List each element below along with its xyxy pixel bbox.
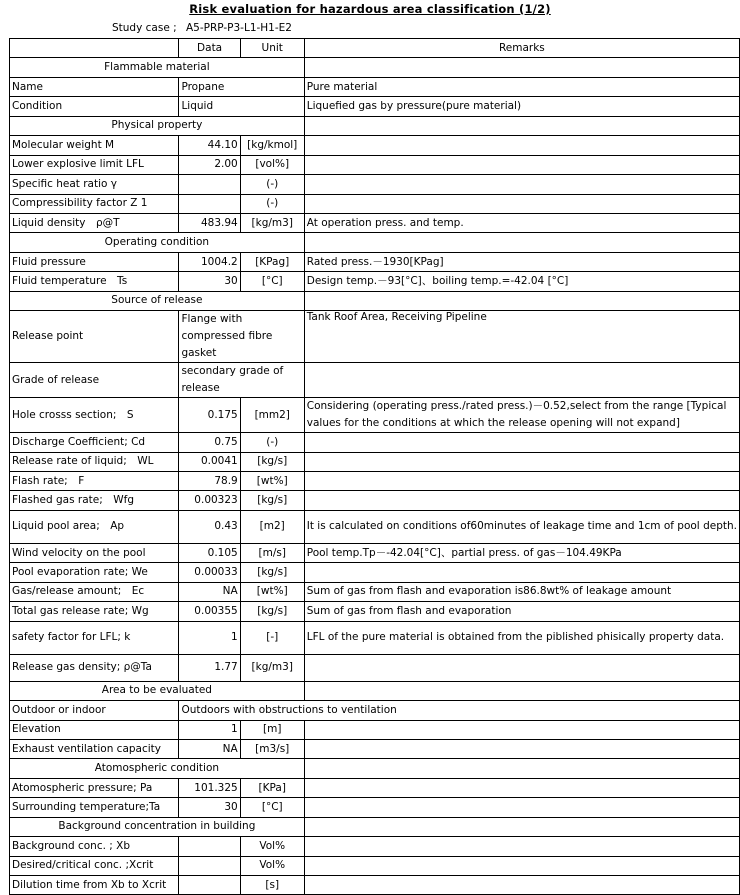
table-row [10,582,740,601]
row-remark [304,837,739,856]
study-case-value: A5-PRP-P3-L1-H1-E2 [186,22,292,34]
row-label: Name [10,77,179,96]
section-remark [304,116,739,135]
row-unit: [kg/s] [240,563,304,582]
row-unit: (-) [240,433,304,452]
section-area: Area to be evaluated [10,681,305,700]
row-data: 0.00323 [179,491,240,510]
row-remark [304,876,739,895]
row-remark: It is calculated on conditions of60minutes of leakage time and 1cm of pool depth. [304,510,739,543]
row-remark [304,363,739,398]
row-remark: At operation press. and temp. [304,213,739,232]
row-label: Release gas density; ρ@Ta [10,654,179,681]
row-unit: Vol% [240,856,304,875]
row-data: 0.75 [179,433,240,452]
row-data: Propane [179,77,304,96]
table-row [10,213,740,232]
row-unit: [m] [240,720,304,739]
table-row [10,778,740,797]
section-operating: Operating condition [10,233,305,252]
section-remark [304,58,739,77]
row-data: 1.77 [179,654,240,681]
table-row [10,77,740,96]
row-data: 1 [179,621,240,654]
row-remark [304,654,739,681]
section-row [10,58,740,77]
row-label: Compressibility factor Z 1 [10,194,179,213]
row-data: 44.10 [179,136,240,155]
row-data: 0.00033 [179,563,240,582]
section-row [10,817,740,836]
row-label: Atomospheric pressure; Pa [10,778,179,797]
row-remark: Tank Roof Area, Receiving Pipeline [304,311,739,363]
table-row [10,602,740,621]
table-row [10,398,740,433]
row-data: 0.43 [179,510,240,543]
section-atmos: Atomospheric condition [10,759,305,778]
section-physical: Physical property [10,116,305,135]
row-label: Discharge Coefficient; Cd [10,433,179,452]
table-row [10,252,740,271]
row-remark [304,778,739,797]
row-remark [304,563,739,582]
row-label: Total gas release rate; Wg [10,602,179,621]
row-data: Outdoors with obstructions to ventilation [179,701,740,720]
table-row [10,272,740,291]
row-unit: [wt%] [240,472,304,491]
row-label: Hole crosss section; S [10,398,179,433]
table-row [10,563,740,582]
row-remark: Liquefied gas by pressure(pure material) [304,97,739,116]
table-row [10,175,740,194]
section-remark [304,233,739,252]
row-label: Release point [10,311,179,363]
table-row [10,876,740,895]
row-data [179,175,240,194]
table-row [10,433,740,452]
row-data: 1 [179,720,240,739]
row-data [179,194,240,213]
row-data: 2.00 [179,155,240,174]
row-remark: Considering (operating press./rated press.)－0.52,select from the range [Typical values for the conditions at which the release opening will not expand] [304,398,739,433]
row-label: Flashed gas rate; Wfg [10,491,179,510]
row-remark [304,798,739,817]
row-label: Molecular weight M [10,136,179,155]
row-data: 0.0041 [179,452,240,471]
table-row [10,621,740,654]
row-data: 30 [179,798,240,817]
section-background: Background concentration in building [10,817,305,836]
row-data: 0.105 [179,543,240,562]
row-data: 483.94 [179,213,240,232]
section-row [10,291,740,310]
section-row [10,233,740,252]
row-unit: [kg/m3] [240,213,304,232]
row-data [179,837,240,856]
row-remark [304,433,739,452]
table-row [10,97,740,116]
row-remark [304,491,739,510]
table-row [10,798,740,817]
row-unit: [KPa] [240,778,304,797]
row-remark [304,452,739,471]
row-label: Specific heat ratio γ [10,175,179,194]
table-row [10,363,740,398]
row-unit: [m3/s] [240,739,304,758]
row-remark [304,856,739,875]
row-unit: [°C] [240,272,304,291]
row-label: Grade of release [10,363,179,398]
row-data [179,876,240,895]
header-blank [10,39,179,58]
table-row [10,701,740,720]
section-row [10,116,740,135]
row-remark: Sum of gas from flash and evaporation [304,602,739,621]
table-row [10,194,740,213]
table-row [10,543,740,562]
row-label: Lower explosive limit LFL [10,155,179,174]
row-unit: [-] [240,621,304,654]
row-data: 1004.2 [179,252,240,271]
table-row [10,654,740,681]
row-unit: (-) [240,194,304,213]
row-label: Background conc. ; Xb [10,837,179,856]
row-data: 0.00355 [179,602,240,621]
section-source: Source of release [10,291,305,310]
table-row [10,452,740,471]
row-label: Flash rate; F [10,472,179,491]
row-label: Pool evaporation rate; We [10,563,179,582]
row-unit: [wt%] [240,582,304,601]
row-unit: [m2] [240,510,304,543]
row-remark: Sum of gas from flash and evaporation is86.8wt% of leakage amount [304,582,739,601]
row-remark: LFL of the pure material is obtained from the piblished phisically property data. [304,621,739,654]
table-row [10,739,740,758]
row-unit: [kg/m3] [240,654,304,681]
table-row [10,472,740,491]
row-label: Exhaust ventilation capacity [10,739,179,758]
row-label: Desired/critical conc. ;Xcrit [10,856,179,875]
row-label: Fluid pressure [10,252,179,271]
section-remark [304,291,739,310]
risk-evaluation-table [9,38,740,895]
row-label: Liquid density ρ@T [10,213,179,232]
row-unit: [kg/s] [240,452,304,471]
row-unit: [kg/s] [240,602,304,621]
row-label: Dilution time from Xb to Xcrit [10,876,179,895]
row-unit: [vol%] [240,155,304,174]
table-row [10,720,740,739]
row-data: NA [179,739,240,758]
row-label: safety factor for LFL; k [10,621,179,654]
section-flammable: Flammable material [10,58,305,77]
document-title: Risk evaluation for hazardous area classification (1/2) [189,2,551,16]
row-unit: [°C] [240,798,304,817]
row-remark: Pool temp.Tp－-42.04[°C]、partial press. of gas－104.49KPa [304,543,739,562]
row-data: 30 [179,272,240,291]
row-label: Wind velocity on the pool [10,543,179,562]
table-row [10,311,740,363]
row-label: Outdoor or indoor [10,701,179,720]
row-unit: [mm2] [240,398,304,433]
row-remark: Design temp.－93[°C]、boiling temp.=-42.04 [°C] [304,272,739,291]
row-label: Release rate of liquid; WL [10,452,179,471]
row-unit: (-) [240,175,304,194]
row-remark [304,472,739,491]
header-unit: Unit [240,39,304,58]
row-unit: [s] [240,876,304,895]
row-remark [304,194,739,213]
row-remark [304,175,739,194]
row-unit: [kg/kmol] [240,136,304,155]
header-row [10,39,740,58]
study-case-label: Study case ; [112,22,177,34]
row-data [179,856,240,875]
section-row [10,681,740,700]
row-label: Gas/release amount; Ec [10,582,179,601]
header-remarks: Remarks [304,39,739,58]
row-remark [304,720,739,739]
row-data: 0.175 [179,398,240,433]
section-remark [304,681,739,700]
row-remark [304,155,739,174]
row-remark [304,739,739,758]
row-data: Liquid [179,97,304,116]
row-label: Fluid temperature Ts [10,272,179,291]
table-row [10,510,740,543]
row-remark: Rated press.－1930[KPag] [304,252,739,271]
row-data: NA [179,582,240,601]
row-unit: [KPag] [240,252,304,271]
table-row [10,837,740,856]
table-row [10,136,740,155]
table-row [10,491,740,510]
section-row [10,759,740,778]
table-row [10,856,740,875]
section-remark [304,817,739,836]
row-data: Flange with compressed fibre gasket [179,311,304,363]
row-remark: Pure material [304,77,739,96]
row-unit: [kg/s] [240,491,304,510]
row-label: Surrounding temperature;Ta [10,798,179,817]
row-data: secondary grade of release [179,363,304,398]
row-unit: [m/s] [240,543,304,562]
row-unit: Vol% [240,837,304,856]
row-data: 101.325 [179,778,240,797]
header-data: Data [179,39,240,58]
row-label: Condition [10,97,179,116]
table-row [10,155,740,174]
row-data: 78.9 [179,472,240,491]
row-label: Liquid pool area; Ap [10,510,179,543]
row-remark [304,136,739,155]
section-remark [304,759,739,778]
row-label: Elevation [10,720,179,739]
